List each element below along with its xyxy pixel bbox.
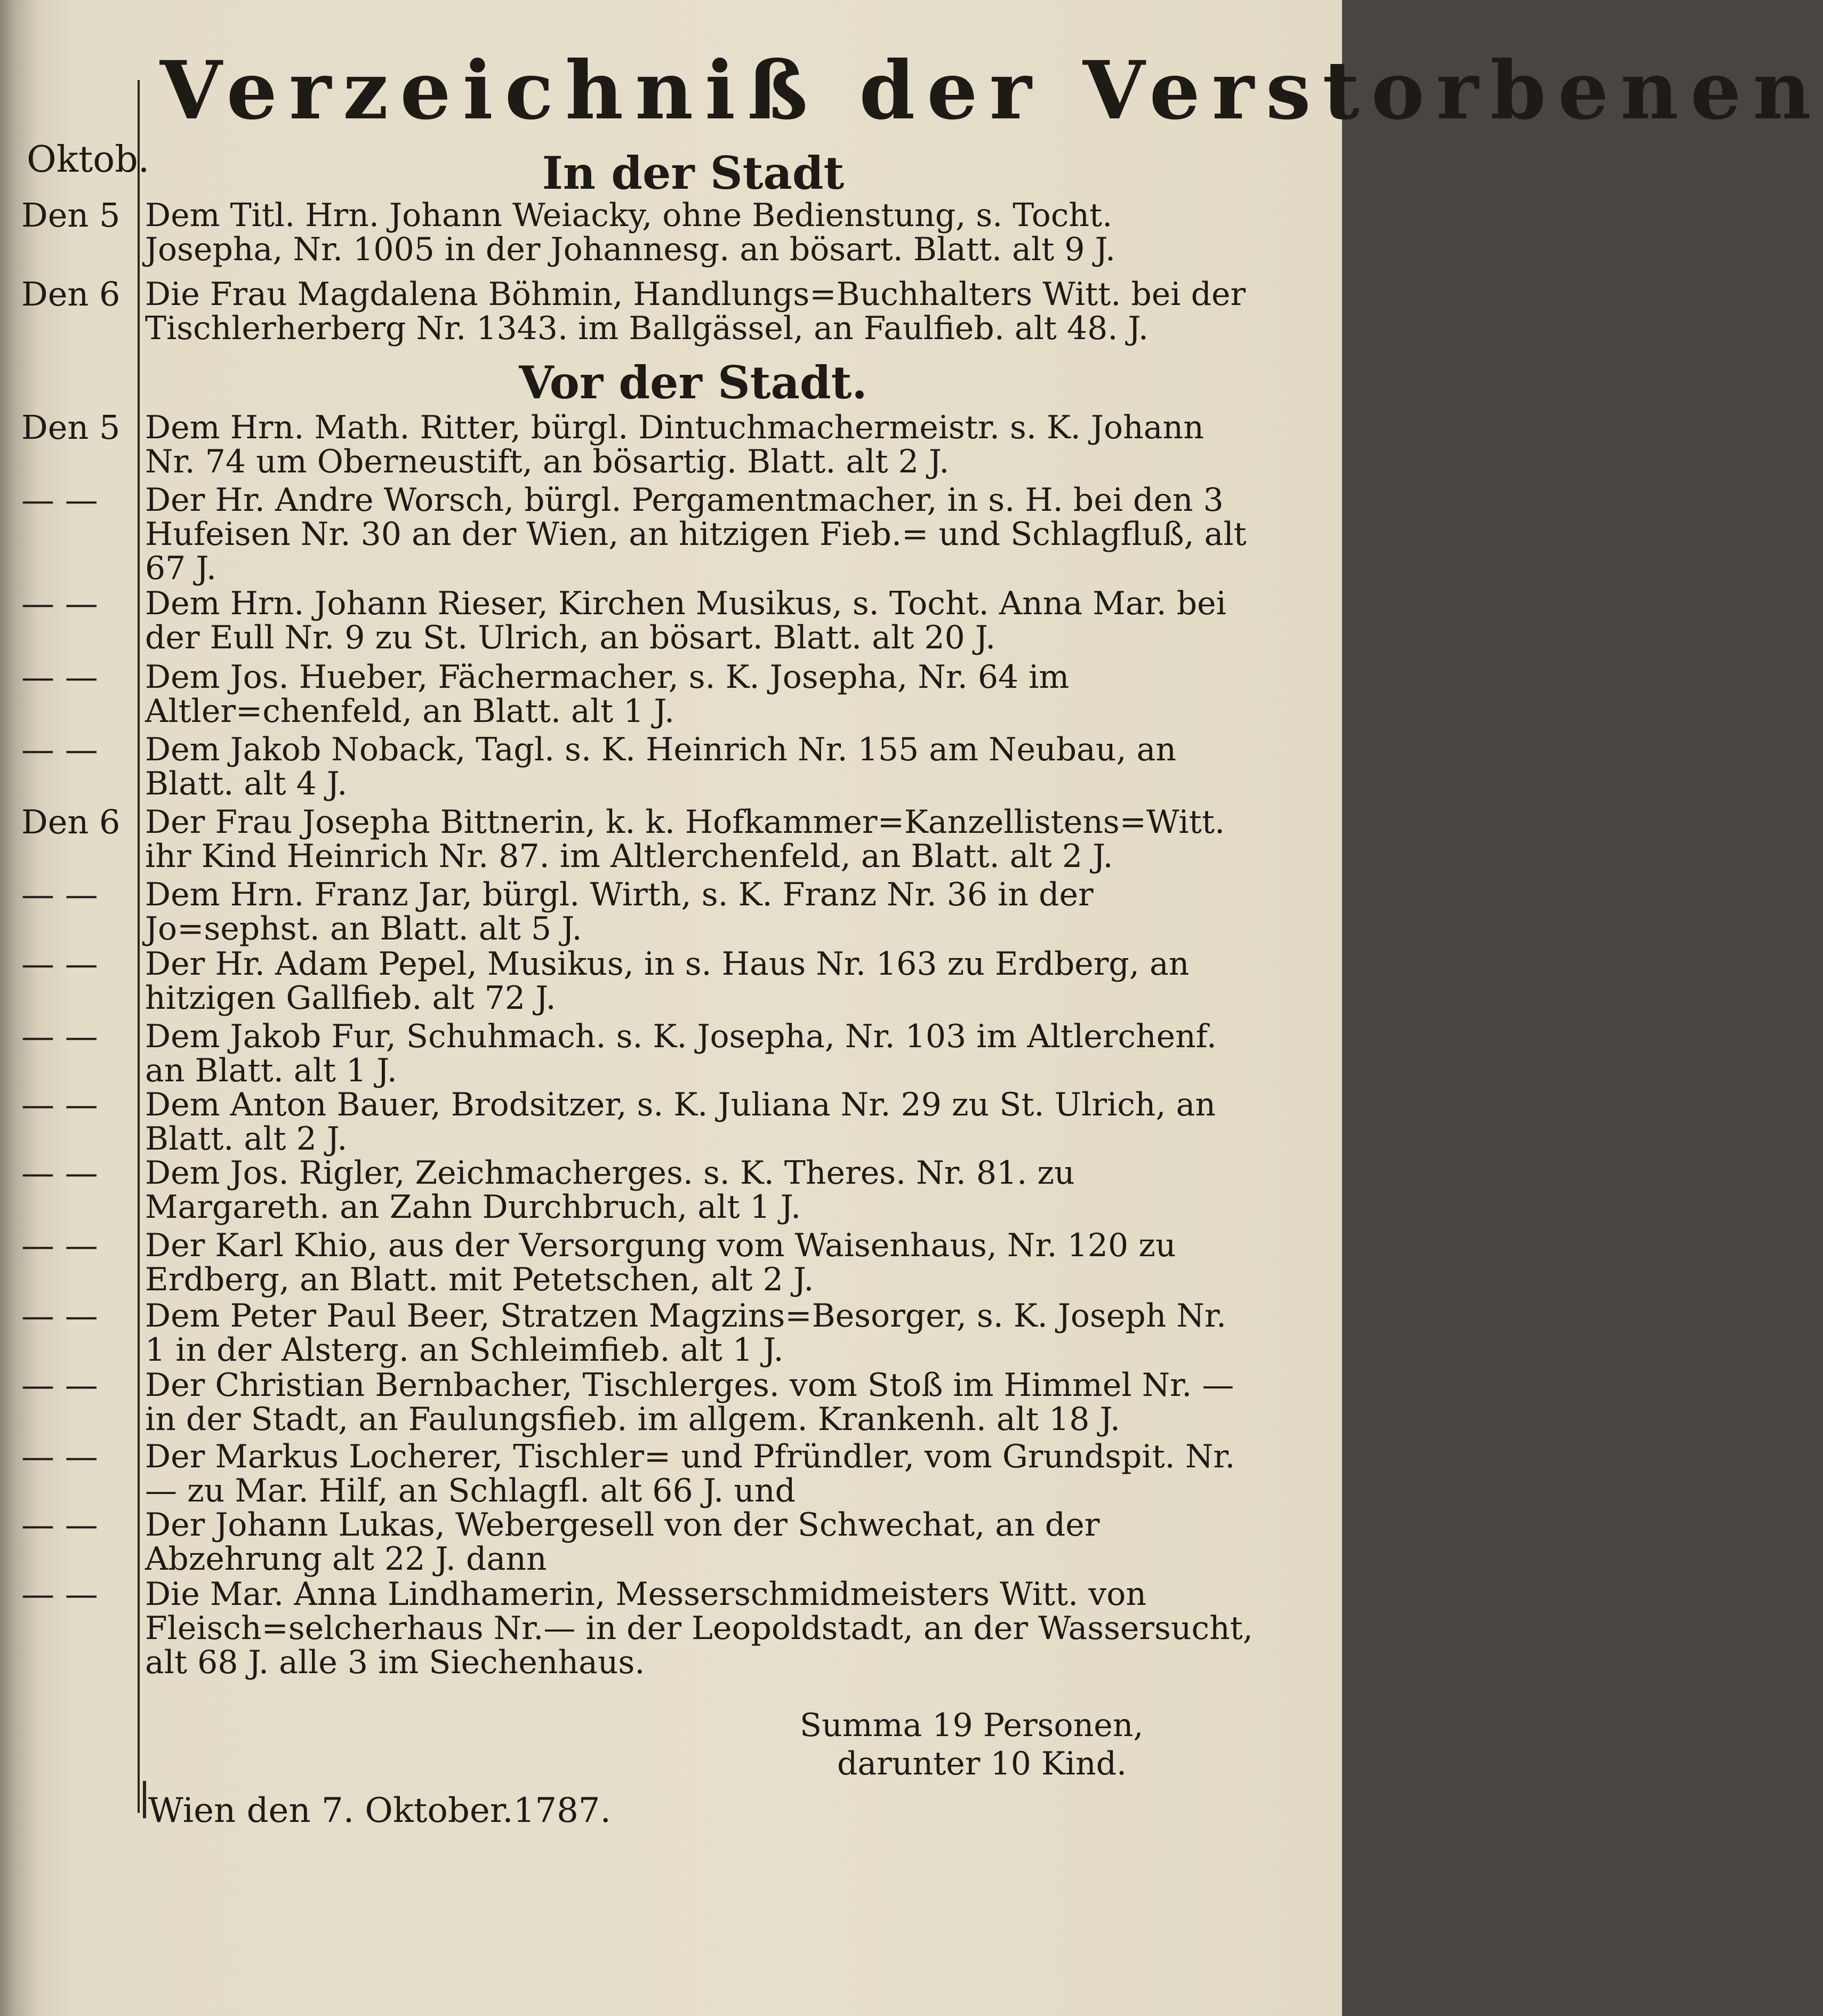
entry-text: Der Markus Locherer, Tischler= und Pfründler, vom Grundspit. Nr.— zu Mar. Hilf, an Schlagfl. alt 66 J. und [145, 1438, 1235, 1509]
entry-text: Dem Hrn. Math. Ritter, bürgl. Dintuchmachermeistr. s. K. Johann Nr. 74 um Oberneustift, an bösartig. Blatt. alt 2 J. [145, 409, 1204, 480]
entry-text: Dem Hrn. Franz Jar, bürgl. Wirth, s. K. Franz Nr. 36 in der Jo=sephst. an Blatt. alt 5 J. [145, 876, 1094, 947]
entry-date: — — [21, 1437, 98, 1476]
entry-text: Der Johann Lukas, Webergesell von der Schwechat, an der Abzehrung alt 22 J. dann [145, 1506, 1100, 1578]
entry-text: Die Frau Magdalena Böhmin, Handlungs=Buchhalters Witt. bei der Tischlerherberg Nr. 1343. im Ballgässel, an Faulfieb. alt 48. J. [145, 276, 1246, 347]
entry-text: Der Hr. Andre Worsch, bürgl. Pergamentmacher, in s. H. bei den 3 Hufeisen Nr. 30 an der Wien, an hitzigen Fieb.= und Schlagfluß, alt 67 J. [145, 481, 1247, 587]
entry-text: Dem Titl. Hrn. Johann Weiacky, ohne Bedienstung, s. Tocht. Josepha, Nr. 1005 in der Johannesg. an bösart. Blatt. alt 9 J. [145, 197, 1116, 268]
entry-text: Der Karl Khio, aus der Versorgung vom Waisenhaus, Nr. 120 zu Erdberg, an Blatt. mit Petetschen, alt 2 J. [145, 1227, 1176, 1298]
entry-date: Den 5 [21, 196, 121, 235]
entry-date: — — [21, 1226, 98, 1265]
summary-block [800, 1706, 1143, 1783]
entry-text: Der Christian Bernbacher, Tischlerges. vom Stoß im Himmel Nr. — in der Stadt, an Faulungsfieb. im allgem. Krankenh. alt 18 J. [145, 1367, 1234, 1438]
entry-date: — — [21, 584, 98, 623]
entry-date: — — [21, 944, 98, 983]
entry-date: — — [21, 1366, 98, 1404]
entry-date: — — [21, 730, 98, 769]
entry-date: — — [21, 1575, 98, 1613]
margin-rule [138, 80, 140, 1813]
entry-text: Dem Jakob Fur, Schuhmach. s. K. Josepha, Nr. 103 im Altlerchenf. an Blatt. alt 1 J. [145, 1018, 1217, 1089]
entry-date: — — [21, 1505, 98, 1544]
entry-text: Dem Jos. Rigler, Zeichmacherges. s. K. Theres. Nr. 81. zu Margareth. an Zahn Durchbruch, alt 1 J. [145, 1154, 1075, 1226]
entry-text: Dem Jakob Noback, Tagl. s. K. Heinrich Nr. 155 am Neubau, an Blatt. alt 4 J. [145, 731, 1177, 802]
entry-date: — — [21, 1085, 98, 1124]
summary-children: darunter 10 Kind. [837, 1745, 1127, 1782]
summary-total: Summa 19 Personen, [800, 1707, 1144, 1744]
entry-date: Den 5 [21, 408, 121, 447]
section-heading-vorstadt: Vor der Stadt. [519, 356, 868, 409]
entry-date: — — [21, 657, 98, 696]
entry-date: — — [21, 1296, 98, 1335]
entry-text: Der Frau Josepha Bittnerin, k. k. Hofkammer=Kanzellistens=Witt. ihr Kind Heinrich Nr. 87. im Altlerchenfeld, an Blatt. alt 2 J. [145, 804, 1225, 875]
entry-date: — — [21, 480, 98, 519]
entry-date: Den 6 [21, 802, 121, 841]
entry-date: — — [21, 875, 98, 914]
entry-text: Dem Peter Paul Beer, Stratzen Magzins=Besorger, s. K. Joseph Nr. 1 in der Alsterg. an Schleimfieb. alt 1 J. [145, 1297, 1227, 1369]
entry-date: — — [21, 1017, 98, 1056]
section-heading-stadt: In der Stadt [542, 147, 845, 199]
entry-text: Dem Hrn. Johann Rieser, Kirchen Musikus, s. Tocht. Anna Mar. bei der Eull Nr. 9 zu St. Ulrich, an bösart. Blatt. alt 20 J. [145, 585, 1226, 656]
entry-date: — — [21, 1153, 98, 1192]
month-label: Oktob. [27, 139, 150, 181]
place-date-signature: Wien den 7. Oktober.1787. [148, 1791, 611, 1830]
entry-text: Dem Jos. Hueber, Fächermacher, s. K. Josepha, Nr. 64 im Altler=chenfeld, an Blatt. alt 1 J. [145, 658, 1070, 730]
entry-text: Die Mar. Anna Lindhamerin, Messerschmidmeisters Witt. von Fleisch=selcherhaus Nr.— in der Leopoldstadt, an der Wassersucht, alt 68 J. alle 3 im Siechenhaus. [145, 1576, 1253, 1681]
page-title: Verzeichniß der Verstorbenen [160, 44, 1823, 138]
signature-rule [143, 1781, 146, 1818]
entry-text: Der Hr. Adam Pepel, Musikus, in s. Haus Nr. 163 zu Erdberg, an hitzigen Gallfieb. alt 72 J. [145, 945, 1190, 1017]
entry-text: Dem Anton Bauer, Brodsitzer, s. K. Juliana Nr. 29 zu St. Ulrich, an Blatt. alt 2 J. [145, 1086, 1216, 1158]
entry-date: Den 6 [21, 275, 121, 314]
